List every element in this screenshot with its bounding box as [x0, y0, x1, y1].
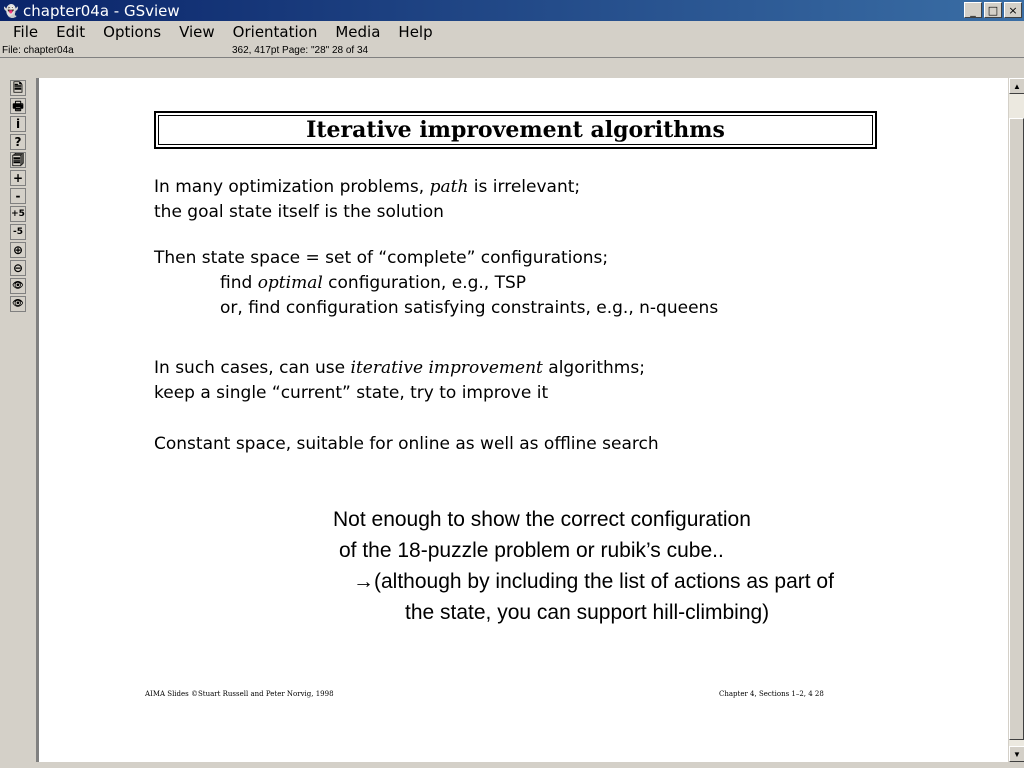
maximize-button[interactable]: □ [984, 2, 1002, 18]
menu-media[interactable]: Media [335, 23, 381, 41]
menu-file[interactable]: File [13, 23, 39, 41]
menu-edit[interactable]: Edit [56, 23, 86, 41]
slide-line: Constant space, suitable for online as well as offline search [154, 434, 659, 454]
zoom-out-icon[interactable]: ⊖ [10, 260, 26, 276]
slide-line: Then state space = set of “complete” configurations; [154, 248, 609, 268]
skip-forward-5-icon[interactable]: +5 [10, 206, 26, 222]
skip-back-5-icon[interactable]: -5 [10, 224, 26, 240]
bottom-edge [36, 762, 1024, 768]
toolbar [0, 58, 36, 768]
next-page-icon[interactable]: + [10, 170, 26, 186]
scroll-thumb[interactable] [1009, 118, 1024, 740]
slide-line: In such cases, can use iterative improvement algorithms; [154, 358, 645, 378]
slide-footer-right: Chapter 4, Sections 1–2, 4 28 [719, 690, 824, 698]
annotation-line: the state, you can support hill-climbing) [405, 601, 770, 624]
annotation-line: of the 18-puzzle problem or rubik’s cube.. [339, 539, 724, 562]
slide-line: In many optimization problems, path is irrelevant; [154, 177, 581, 197]
slide-line: the goal state itself is the solution [154, 202, 444, 222]
slide-line: keep a single “current” state, try to improve it [154, 383, 549, 403]
prev-page-icon[interactable]: - [10, 188, 26, 204]
vertical-scrollbar[interactable] [1008, 78, 1024, 762]
status-position: 362, 417pt Page: "28" 28 of 34 [232, 44, 369, 56]
scroll-up-button[interactable]: ▲ [1009, 78, 1024, 94]
slide-line: or, find configuration satisfying constraints, e.g., n-queens [220, 298, 719, 318]
window-title: chapter04a - GSview [23, 1, 180, 20]
goto-page-icon[interactable]: 🗐 [12, 153, 24, 167]
status-line [0, 43, 1024, 58]
find-next-icon[interactable]: 👁 [10, 296, 26, 312]
annotation-line: Not enough to show the correct configuration [333, 508, 751, 531]
help-icon[interactable]: ? [10, 134, 26, 150]
menu-help[interactable]: Help [398, 23, 433, 41]
menu-options[interactable]: Options [103, 23, 162, 41]
print-icon[interactable]: 🖶 [10, 98, 26, 114]
menu-orientation[interactable]: Orientation [232, 23, 318, 41]
info-icon[interactable]: i [10, 116, 26, 132]
status-file: File: chapter04a [2, 44, 74, 56]
open-file-icon[interactable]: 🗎 [10, 80, 26, 96]
slide-title-box [154, 111, 877, 149]
scroll-down-button[interactable]: ▼ [1009, 746, 1024, 762]
zoom-in-icon[interactable]: ⊕ [10, 242, 26, 258]
close-button[interactable]: × [1004, 2, 1022, 18]
ghost-icon[interactable]: 👻 [3, 3, 19, 18]
annotation-line: →(although by including the list of actions as part of [353, 570, 834, 593]
menu-view[interactable]: View [179, 23, 215, 41]
slide-title: Iterative improvement algorithms [306, 117, 725, 143]
menu-bar [0, 21, 1024, 43]
window-controls [964, 2, 1022, 18]
find-text-icon[interactable]: 👁 [10, 278, 26, 294]
slide-line: find optimal configuration, e.g., TSP [220, 273, 527, 293]
slide-footer-left: AIMA Slides ©Stuart Russell and Peter Norvig, 1998 [145, 690, 334, 698]
minimize-button[interactable]: _ [964, 2, 982, 18]
title-bar [0, 0, 1024, 21]
document-page[interactable] [39, 78, 1008, 762]
